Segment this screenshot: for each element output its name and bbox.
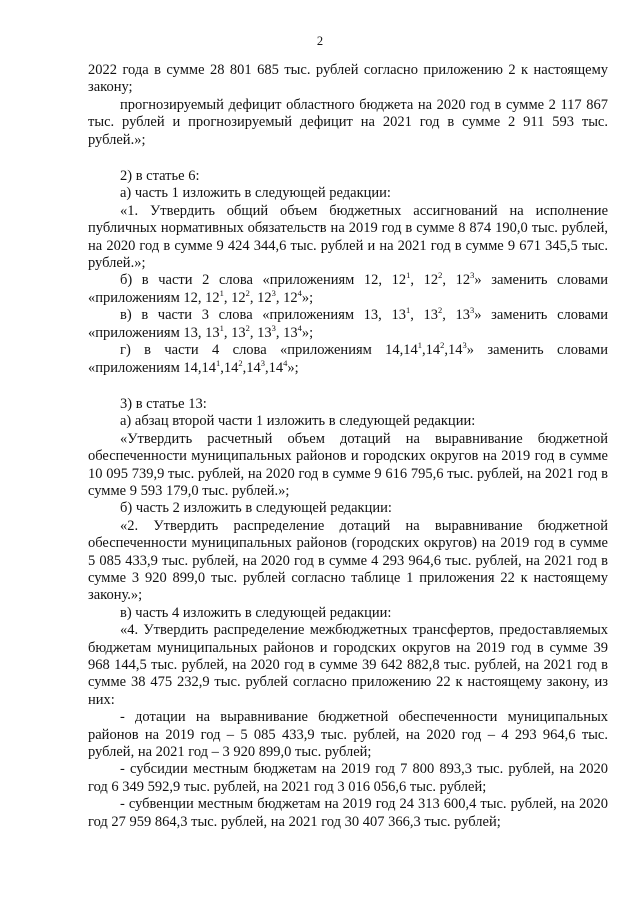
- list-item-subventions: - субвенции местным бюджетам на 2019 год 24 313 600,4 тыс. рублей, на 2020 год 27 959 864,3 тыс. рублей, на 2021 год 30 407 366,3 тыс. рублей;: [88, 796, 608, 830]
- document-body: [88, 62, 608, 831]
- paragraph-13b-text: «2. Утвердить распределение дотаций на выравнивание бюджетной обеспеченности муниципальных районов (городских округов) на 2019 год в сумме 5 085 433,9 тыс. рублей, на 2020 год в сумме 4 293 964,6 тыс. рублей, на 2021 год в сумме 3 920 899,0 тыс. рублей согласно таблице 1 приложения 22 к настоящему закону.»;: [88, 517, 608, 604]
- paragraph-6a: а) часть 1 изложить в следующей редакции:: [120, 185, 391, 202]
- list-item-dotations: - дотации на выравнивание бюджетной обеспеченности муниципальных районов на 2019 год – 5 085 433,9 тыс. рублей, на 2020 год – 4 293 964,6 тыс. рублей, на 2021 год – 3 920 899,0 тыс. рублей;: [88, 709, 608, 761]
- list-item-subsidies: - субсидии местным бюджетам на 2019 год 7 800 893,3 тыс. рублей, на 2020 год 6 349 592,9 тыс. рублей, на 2021 год 3 016 056,6 тыс. рублей;: [88, 761, 608, 795]
- paragraph-13v: в) часть 4 изложить в следующей редакции:: [120, 604, 392, 621]
- paragraph-article-6: 2) в статье 6:: [120, 168, 200, 185]
- paragraph-13v-text: «4. Утвердить распределение межбюджетных трансфертов, предоставляемых бюджетам муниципальных районов и городских округов на 2019 год в сумме 39 968 144,5 тыс. рублей, на 2020 год в сумме 39 642 882,8 тыс. рублей, на 2021 год в сумме 38 475 232,9 тыс. рублей согласно приложению 22 к настоящему закону, из них:: [88, 622, 608, 708]
- paragraph-deficit: прогнозируемый дефицит областного бюджета на 2020 год в сумме 2 117 867 тыс. рублей и прогнозируемый дефицит на 2021 год в сумме 2 911 593 тыс. рублей.»;: [88, 96, 608, 148]
- paragraph-6b: б) в части 2 слова «приложениям 12, $12^1$, $12^2$, $12^3$» заменить словами «приложениям 12, $12^1$, $12^2$, $12^3$, $12^4$»;: [88, 270, 609, 306]
- paragraph-continuation: 2022 года в сумме 28 801 685 тыс. рублей согласно приложению 2 к настоящему закону;: [88, 62, 608, 96]
- paragraph-article-13: 3) в статье 13:: [120, 395, 207, 412]
- paragraph-13a-text: «Утвердить расчетный объем дотаций на выравнивание бюджетной обеспеченности муниципальных районов и городских округов на 2019 год в сумме 10 095 739,9 тыс. рублей, на 2020 год в сумме 9 616 795,6 тыс. рублей, на 2021 год в сумме 9 593 179,0 тыс. рублей.»;: [88, 430, 608, 499]
- paragraph-6a-text: «1. Утвердить общий объем бюджетных ассигнований на исполнение публичных нормативных обязательств на 2019 год в сумме 8 874 190,0 тыс. рублей, на 2020 год в сумме 9 424 344,6 тыс. рублей и на 2021 год в сумме 9 671 345,5 тыс. рублей.»;: [88, 202, 608, 272]
- paragraph-6v: в) в части 3 слова «приложениям 13, $13^1$, $13^2$, $13^3$» заменить словами «приложениям 13, $13^1$, $13^2$, $13^3$, $13^4$»;: [88, 305, 609, 341]
- paragraph-13a: а) абзац второй части 1 изложить в следующей редакции:: [120, 413, 476, 430]
- paragraph-6g: г) в части 4 слова «приложениям $14,14^1,14^2,14^3$» заменить словами «приложениям $14,14^1,14^2,14^3,14^4$»;: [88, 340, 608, 376]
- page-number: 2: [316, 34, 324, 48]
- paragraph-13b: б) часть 2 изложить в следующей редакции:: [120, 500, 392, 517]
